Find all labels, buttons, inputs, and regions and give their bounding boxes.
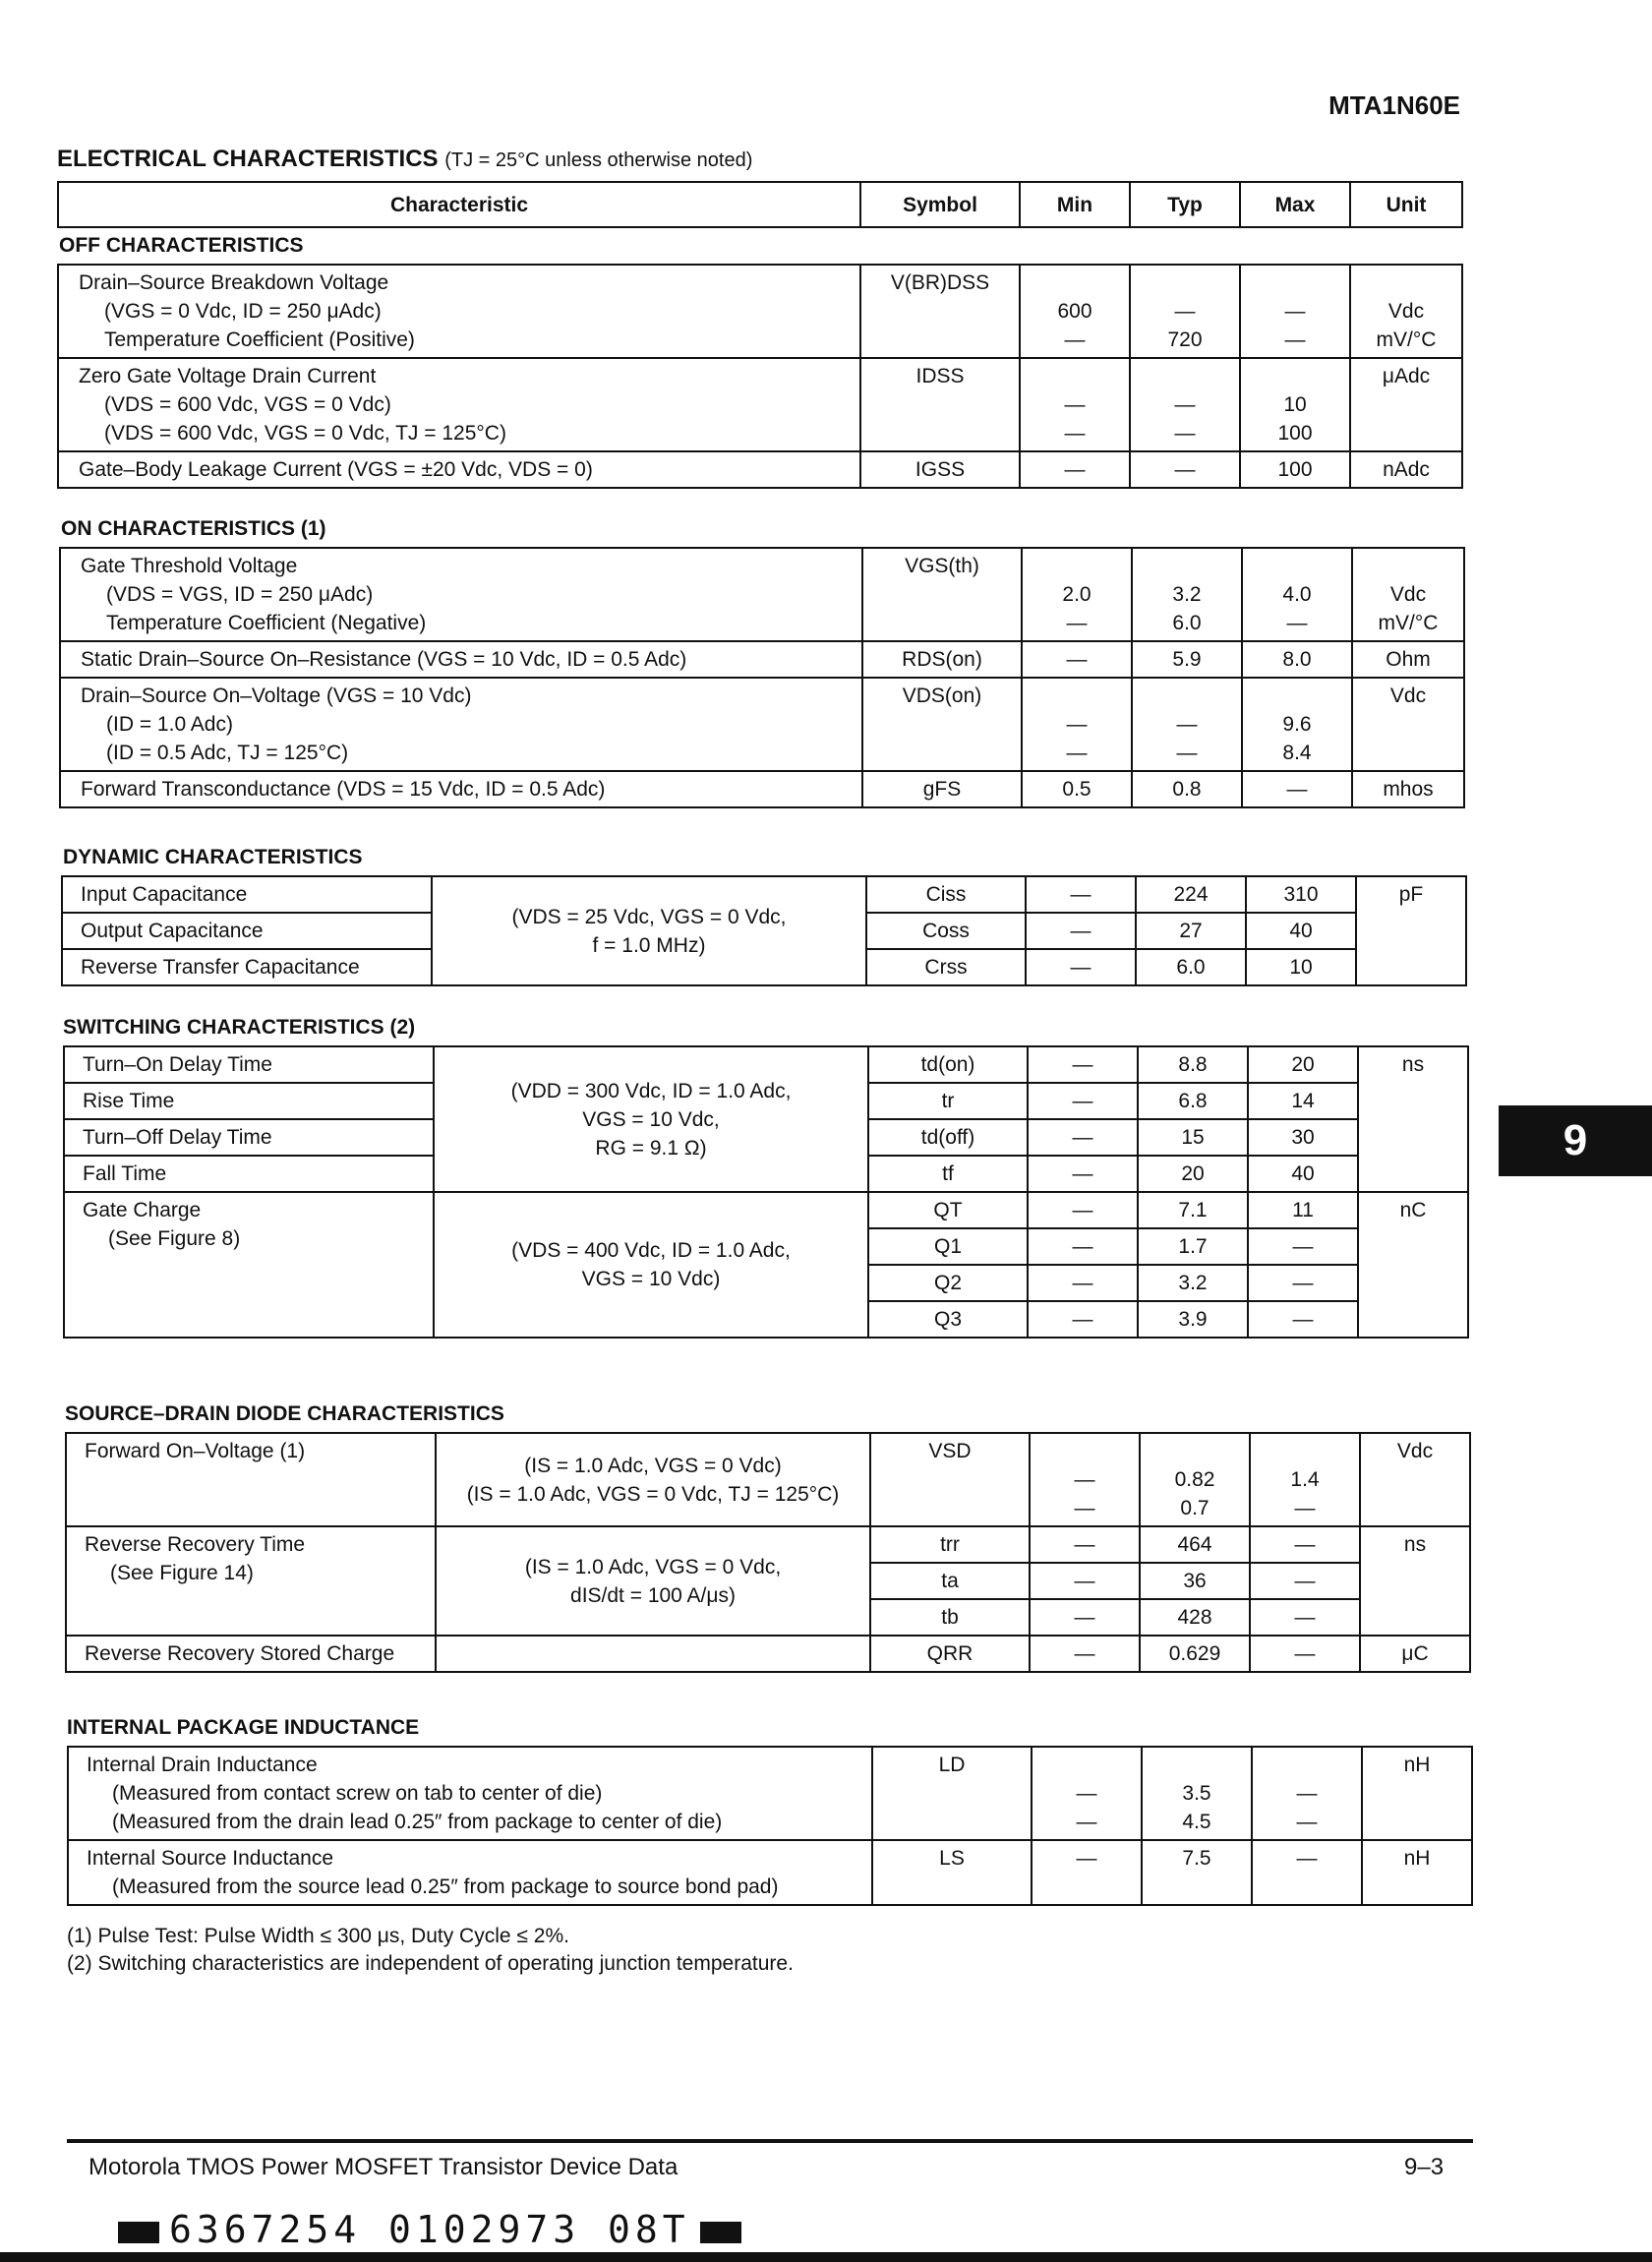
test-condition: VGS = 10 Vdc) xyxy=(581,1268,721,1290)
off-table xyxy=(57,264,1463,489)
test-condition: (IS = 1.0 Adc, VGS = 0 Vdc, xyxy=(524,1555,782,1578)
value: — xyxy=(1176,713,1198,736)
value: — xyxy=(1064,422,1086,445)
symbol-cell: ta xyxy=(870,1563,1030,1599)
value: mV/°C xyxy=(1378,612,1439,634)
unit-cell: nAdc xyxy=(1350,451,1462,488)
row-condition: (Measured from the drain lead 0.25″ from package to center of die) xyxy=(112,1811,723,1833)
value: 40 xyxy=(1248,1156,1358,1192)
value: Vdc xyxy=(1389,583,1427,606)
page-number: 9–3 xyxy=(1404,2154,1445,2180)
col-symbol: Symbol xyxy=(860,182,1020,227)
value: 7.5 xyxy=(1142,1840,1252,1905)
row-name: Output Capacitance xyxy=(62,913,432,949)
value: — xyxy=(1022,641,1132,678)
value: 1.7 xyxy=(1138,1228,1248,1265)
table-row xyxy=(60,678,1464,771)
page-title xyxy=(57,146,752,173)
symbol-cell: gFS xyxy=(862,771,1022,807)
value: 11 xyxy=(1248,1192,1358,1228)
symbol-cell: VGS(th) xyxy=(862,548,1022,641)
value: 310 xyxy=(1246,876,1356,913)
value: 428 xyxy=(1140,1599,1250,1636)
row-condition: (Measured from the source lead 0.25″ from package to source bond pad) xyxy=(112,1875,779,1898)
value: — xyxy=(1250,1563,1360,1599)
value: — xyxy=(1252,1840,1362,1905)
value: — xyxy=(1296,1782,1318,1805)
inductance-table xyxy=(67,1746,1473,1906)
row-condition: (VDS = VGS, ID = 250 μAdc) xyxy=(106,583,374,606)
unit-cell: nH xyxy=(1362,1840,1472,1905)
value: — xyxy=(1028,1192,1138,1228)
table-row xyxy=(64,1192,1468,1228)
value: 4.5 xyxy=(1182,1811,1211,1833)
value: 3.2 xyxy=(1138,1265,1248,1301)
value: — xyxy=(1130,451,1240,488)
value: 10 xyxy=(1246,949,1356,985)
unit-cell: pF xyxy=(1356,876,1466,985)
col-typ: Typ xyxy=(1130,182,1240,227)
part-number: MTA1N60E xyxy=(1328,90,1460,120)
test-condition: (VDS = 400 Vdc, ID = 1.0 Adc, xyxy=(511,1239,791,1262)
row-name: Rise Time xyxy=(64,1083,434,1119)
symbol-cell: VSD xyxy=(870,1433,1030,1526)
value: 100 xyxy=(1277,422,1313,445)
row-condition: (Measured from contact screw on tab to center of die) xyxy=(112,1782,603,1805)
value: — xyxy=(1026,913,1136,949)
section-tab-marker: 9 xyxy=(1499,1105,1652,1176)
symbol-cell: RDS(on) xyxy=(862,641,1022,678)
table-row xyxy=(68,1747,1472,1840)
bottom-bar xyxy=(0,2252,1652,2262)
unit-cell: Vdc xyxy=(1352,678,1464,771)
value: — xyxy=(1250,1526,1360,1563)
row-condition: (VDS = 600 Vdc, VGS = 0 Vdc) xyxy=(104,393,391,416)
row-sub: (See Figure 14) xyxy=(110,1562,254,1584)
footnote: (1) Pulse Test: Pulse Width ≤ 300 μs, Duty Cycle ≤ 2%. xyxy=(67,1925,569,1947)
table-row xyxy=(58,265,1462,358)
switching-table xyxy=(63,1045,1469,1339)
value: — xyxy=(1066,713,1088,736)
value: 36 xyxy=(1140,1563,1250,1599)
value: 6.0 xyxy=(1136,949,1246,985)
value: — xyxy=(1248,1228,1358,1265)
value: — xyxy=(1028,1083,1138,1119)
value: 20 xyxy=(1248,1046,1358,1083)
row-sub: Temperature Coefficient (Negative) xyxy=(106,612,427,634)
test-condition: RG = 9.1 Ω) xyxy=(595,1136,707,1160)
value: — xyxy=(1248,1301,1358,1338)
section-switching: SWITCHING CHARACTERISTICS (2) xyxy=(63,1016,416,1039)
value: 600 xyxy=(1057,300,1092,323)
value: — xyxy=(1250,1599,1360,1636)
col-max: Max xyxy=(1240,182,1350,227)
value: — xyxy=(1174,422,1196,445)
test-condition: dIS/dt = 100 A/μs) xyxy=(570,1583,736,1607)
row-name: Internal Drain Inductance xyxy=(87,1754,318,1776)
section-inductance: INTERNAL PACKAGE INDUCTANCE xyxy=(67,1716,420,1739)
barcode-text: 6367254 0102973 08T xyxy=(169,2208,690,2251)
row-name: Reverse Recovery Time xyxy=(85,1533,306,1556)
footnote: (2) Switching characteristics are independent of operating junction temperature. xyxy=(67,1952,794,1975)
value: — xyxy=(1066,742,1088,764)
symbol-cell: V(BR)DSS xyxy=(860,265,1020,358)
symbol-cell: IDSS xyxy=(860,358,1020,451)
column-header-table xyxy=(57,181,1463,228)
row-name: Input Capacitance xyxy=(62,876,432,913)
value: — xyxy=(1028,1228,1138,1265)
row-name: Drain–Source On–Voltage (VGS = 10 Vdc) xyxy=(81,685,472,707)
symbol-cell: QRR xyxy=(870,1636,1030,1672)
value: 3.9 xyxy=(1138,1301,1248,1338)
value: — xyxy=(1074,1468,1095,1491)
symbol-cell: Q1 xyxy=(868,1228,1028,1265)
value: — xyxy=(1242,771,1352,807)
value: 464 xyxy=(1140,1526,1250,1563)
symbol-cell: td(off) xyxy=(868,1119,1028,1156)
value: — xyxy=(1028,1156,1138,1192)
value: 8.4 xyxy=(1282,742,1312,764)
value: 1.4 xyxy=(1290,1468,1320,1491)
value: 224 xyxy=(1136,876,1246,913)
row-condition: (VDS = 600 Vdc, VGS = 0 Vdc, TJ = 125°C) xyxy=(104,422,506,445)
section-diode: SOURCE–DRAIN DIODE CHARACTERISTICS xyxy=(65,1402,504,1425)
barcode-block-left xyxy=(118,2222,159,2243)
unit-cell: μAdc xyxy=(1350,358,1462,451)
row-name: Reverse Transfer Capacitance xyxy=(62,949,432,985)
unit-cell: Vdc xyxy=(1360,1433,1470,1526)
value: 6.0 xyxy=(1172,612,1202,634)
value: 0.7 xyxy=(1180,1497,1210,1519)
value: — xyxy=(1030,1599,1140,1636)
value: — xyxy=(1296,1811,1318,1833)
barcode xyxy=(108,2208,751,2251)
value: — xyxy=(1250,1636,1360,1672)
table-row xyxy=(60,771,1464,807)
table-row xyxy=(62,876,1466,913)
value: — xyxy=(1028,1265,1138,1301)
dynamic-table xyxy=(61,875,1467,986)
row-condition: (ID = 0.5 Adc, TJ = 125°C) xyxy=(106,742,349,764)
unit-cell: Ohm xyxy=(1352,641,1464,678)
symbol-cell: Q3 xyxy=(868,1301,1028,1338)
value: 10 xyxy=(1283,393,1307,416)
value: — xyxy=(1028,1119,1138,1156)
value: — xyxy=(1294,1497,1316,1519)
symbol-cell: tb xyxy=(870,1599,1030,1636)
value: 7.1 xyxy=(1138,1192,1248,1228)
value: — xyxy=(1030,1563,1140,1599)
table-row xyxy=(60,641,1464,678)
row-name: Turn–On Delay Time xyxy=(64,1046,434,1083)
row-name: Reverse Recovery Stored Charge xyxy=(66,1636,436,1672)
row-name: Gate Charge xyxy=(83,1199,202,1221)
symbol-cell: trr xyxy=(870,1526,1030,1563)
value: 8.0 xyxy=(1242,641,1352,678)
footnotes xyxy=(67,1923,794,1978)
value: 0.5 xyxy=(1022,771,1132,807)
row-name: Fall Time xyxy=(64,1156,434,1192)
value: 100 xyxy=(1240,451,1350,488)
value: — xyxy=(1030,1636,1140,1672)
test-condition: (VDD = 300 Vdc, ID = 1.0 Adc, xyxy=(510,1079,792,1102)
value: 9.6 xyxy=(1282,713,1312,736)
row-name: Zero Gate Voltage Drain Current xyxy=(79,365,377,387)
table-row xyxy=(68,1840,1472,1905)
symbol-cell: tr xyxy=(868,1083,1028,1119)
value: — xyxy=(1174,393,1196,416)
symbol-cell: IGSS xyxy=(860,451,1020,488)
row-name: Gate–Body Leakage Current (VGS = ±20 Vdc, VDS = 0) xyxy=(58,451,860,488)
symbol-cell: LS xyxy=(872,1840,1032,1905)
value: 30 xyxy=(1248,1119,1358,1156)
value: — xyxy=(1076,1811,1097,1833)
unit-cell: μC xyxy=(1360,1636,1470,1672)
value: 6.8 xyxy=(1138,1083,1248,1119)
value: 3.2 xyxy=(1172,583,1202,606)
symbol-cell: Ciss xyxy=(866,876,1026,913)
section-dynamic: DYNAMIC CHARACTERISTICS xyxy=(63,846,363,868)
value: 27 xyxy=(1136,913,1246,949)
value: — xyxy=(1284,328,1306,351)
col-unit: Unit xyxy=(1350,182,1462,227)
value: — xyxy=(1066,612,1088,634)
row-sub: Temperature Coefficient (Positive) xyxy=(104,328,415,351)
row-name: Drain–Source Breakdown Voltage xyxy=(79,271,389,294)
row-name: Internal Source Inductance xyxy=(87,1847,333,1870)
value: — xyxy=(1284,300,1306,323)
value: 0.8 xyxy=(1132,771,1242,807)
value: — xyxy=(1030,1526,1140,1563)
symbol-cell: Crss xyxy=(866,949,1026,985)
value: — xyxy=(1064,328,1086,351)
value: — xyxy=(1026,876,1136,913)
test-condition: (VDS = 25 Vdc, VGS = 0 Vdc, xyxy=(511,905,787,928)
symbol-cell: VDS(on) xyxy=(862,678,1022,771)
row-name: Gate Threshold Voltage xyxy=(81,555,298,577)
symbol-cell: tf xyxy=(868,1156,1028,1192)
title-condition: (TJ = 25°C unless otherwise noted) xyxy=(444,149,753,171)
unit-cell: ns xyxy=(1360,1526,1470,1636)
symbol-cell: Q2 xyxy=(868,1265,1028,1301)
section-on: ON CHARACTERISTICS (1) xyxy=(61,517,326,540)
value: — xyxy=(1076,1782,1097,1805)
value: 3.5 xyxy=(1182,1782,1211,1805)
footer-title: Motorola TMOS Power MOSFET Transistor Device Data xyxy=(88,2154,678,2180)
table-row xyxy=(58,451,1462,488)
value: — xyxy=(1248,1265,1358,1301)
value: 720 xyxy=(1167,328,1203,351)
table-row xyxy=(60,548,1464,641)
value: 20 xyxy=(1138,1156,1248,1192)
section-off: OFF CHARACTERISTICS xyxy=(59,234,304,257)
table-row xyxy=(66,1526,1470,1563)
value: — xyxy=(1064,393,1086,416)
value: 2.0 xyxy=(1062,583,1092,606)
row-condition: (ID = 1.0 Adc) xyxy=(106,713,233,736)
value: 0.82 xyxy=(1174,1468,1215,1491)
unit-cell: ns xyxy=(1358,1046,1468,1192)
test-condition: (IS = 1.0 Adc, VGS = 0 Vdc) xyxy=(524,1454,782,1477)
value: — xyxy=(1020,451,1130,488)
col-characteristic: Characteristic xyxy=(58,182,860,227)
test-condition: f = 1.0 MHz) xyxy=(592,933,706,957)
row-sub: (See Figure 8) xyxy=(108,1227,241,1250)
row-name: Forward Transconductance (VDS = 15 Vdc, ID = 0.5 Adc) xyxy=(60,771,862,807)
value: — xyxy=(1174,300,1196,323)
table-row xyxy=(66,1636,1470,1672)
value: 8.8 xyxy=(1138,1046,1248,1083)
table-row xyxy=(66,1433,1470,1526)
value: — xyxy=(1074,1497,1095,1519)
value: 5.9 xyxy=(1132,641,1242,678)
symbol-cell: QT xyxy=(868,1192,1028,1228)
value: 0.629 xyxy=(1140,1636,1250,1672)
value: mV/°C xyxy=(1376,328,1437,351)
value: — xyxy=(1032,1840,1142,1905)
row-name: Static Drain–Source On–Resistance (VGS = 10 Vdc, ID = 0.5 Adc) xyxy=(60,641,862,678)
value: — xyxy=(1028,1301,1138,1338)
table-row xyxy=(58,358,1462,451)
on-table xyxy=(59,547,1465,808)
value: — xyxy=(1028,1046,1138,1083)
table-row xyxy=(64,1046,1468,1083)
value: — xyxy=(1286,612,1308,634)
test-condition: VGS = 10 Vdc, xyxy=(582,1107,720,1131)
value: — xyxy=(1176,742,1198,764)
footer-rule xyxy=(67,2139,1473,2143)
row-name: Turn–Off Delay Time xyxy=(64,1119,434,1156)
value: Vdc xyxy=(1387,300,1425,323)
unit-cell: nH xyxy=(1362,1747,1472,1840)
symbol-cell: Coss xyxy=(866,913,1026,949)
value: — xyxy=(1026,949,1136,985)
diode-table xyxy=(65,1432,1471,1673)
test-condition: (IS = 1.0 Adc, VGS = 0 Vdc, TJ = 125°C) xyxy=(466,1482,840,1506)
value: 40 xyxy=(1246,913,1356,949)
row-condition: (VGS = 0 Vdc, ID = 250 μAdc) xyxy=(104,300,382,323)
symbol-cell: td(on) xyxy=(868,1046,1028,1083)
value: 4.0 xyxy=(1282,583,1312,606)
value: 15 xyxy=(1138,1119,1248,1156)
symbol-cell: LD xyxy=(872,1747,1032,1840)
col-min: Min xyxy=(1020,182,1130,227)
row-name: Forward On–Voltage (1) xyxy=(66,1433,436,1526)
title-main: ELECTRICAL CHARACTERISTICS xyxy=(57,146,439,172)
barcode-block-right xyxy=(700,2222,741,2243)
unit-cell: mhos xyxy=(1352,771,1464,807)
value: 14 xyxy=(1248,1083,1358,1119)
unit-cell: nC xyxy=(1358,1192,1468,1338)
